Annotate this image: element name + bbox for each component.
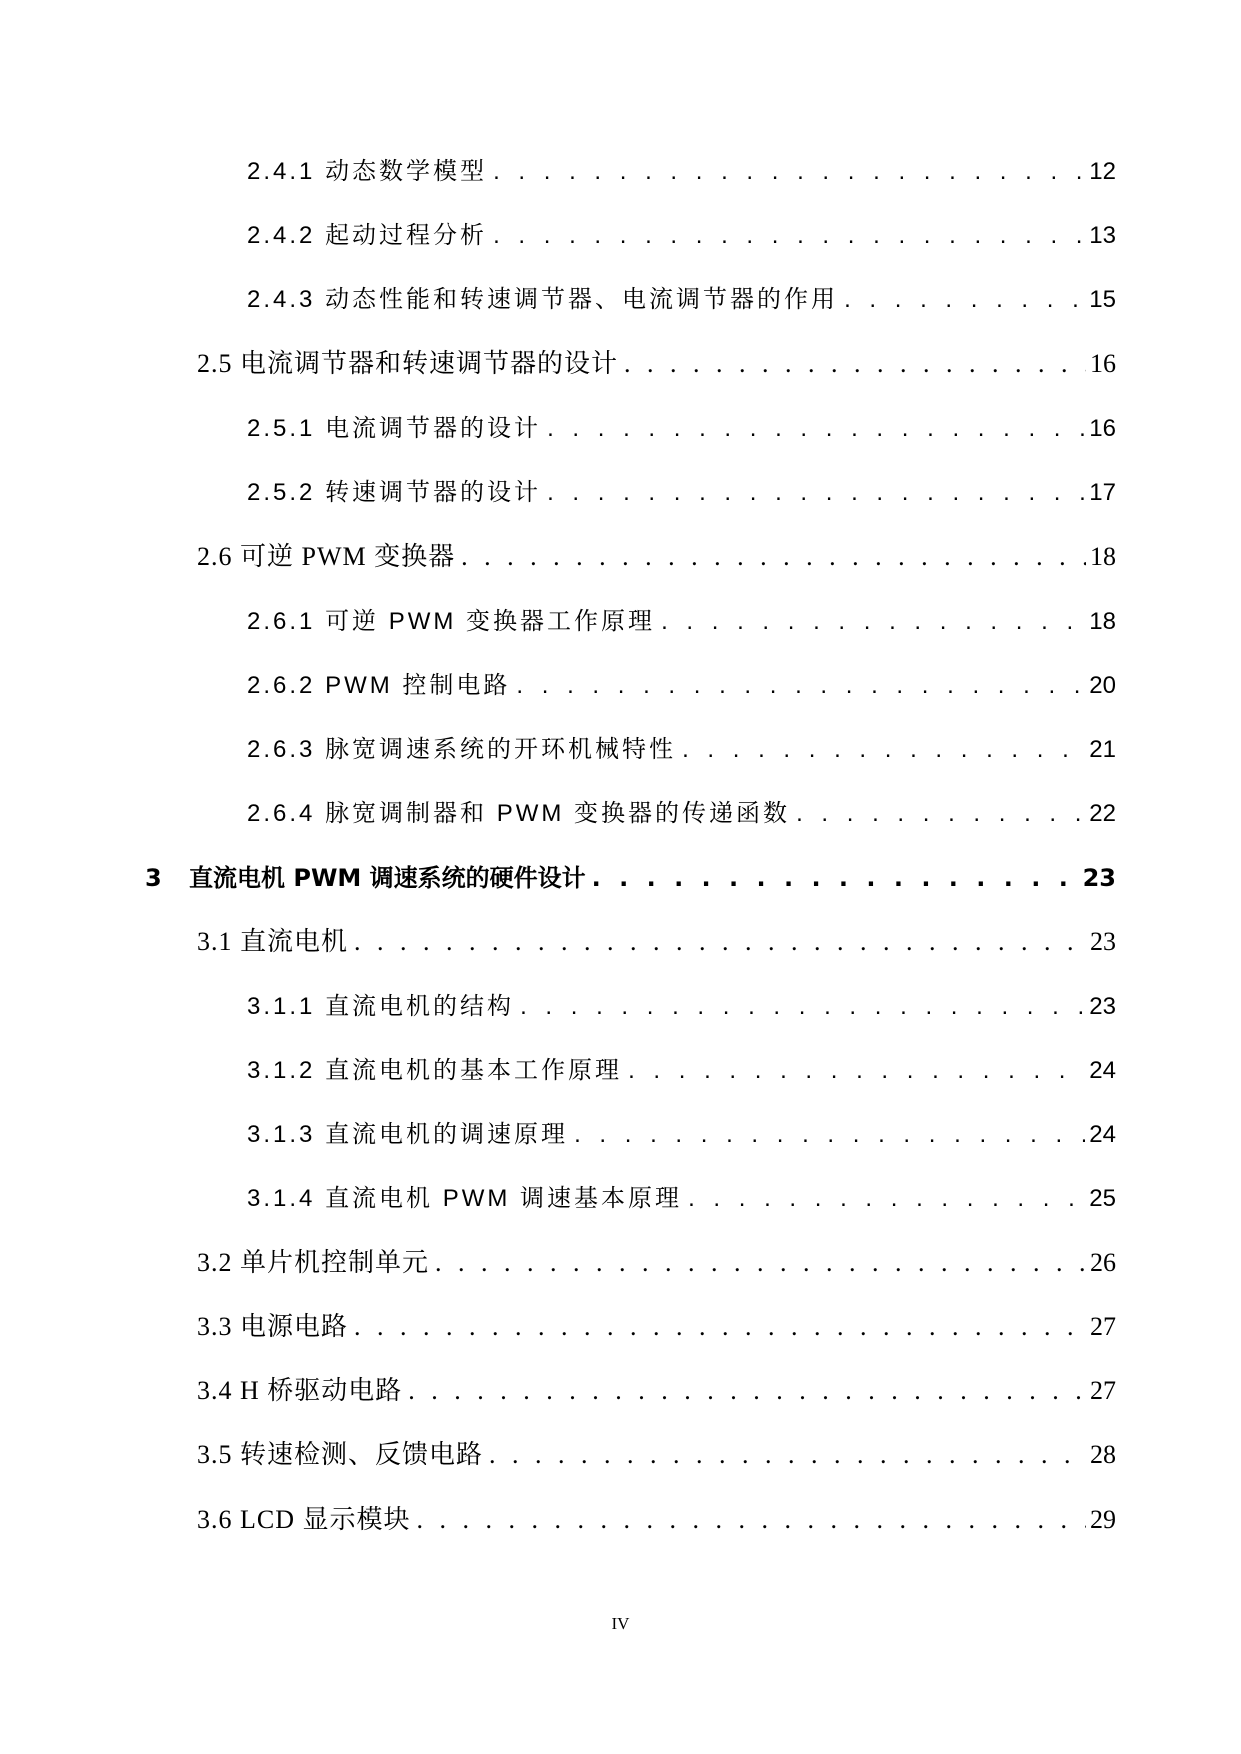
toc-entry-number: 2.4.1 <box>247 158 316 185</box>
toc-entry-title: 直流电机 PWM 调速系统的硬件设计 <box>189 864 586 892</box>
toc-entry-2-4-3[interactable] <box>247 268 1116 312</box>
toc-entry-number: 3 <box>145 864 162 892</box>
dot-leader <box>461 544 1086 570</box>
toc-entry-number: 2.6 <box>197 542 233 571</box>
toc-entry-page: 23 <box>1082 864 1116 892</box>
toc-entry-title: 可逆 PWM 变换器工作原理 <box>325 608 656 635</box>
toc-entry-title: 脉宽调制器和 PWM 变换器的传递函数 <box>325 800 791 827</box>
toc-entry-page: 24 <box>1089 1057 1116 1084</box>
dot-leader <box>354 929 1086 955</box>
toc-entry-number: 2.5.2 <box>247 479 316 506</box>
toc-entry-3-1-4[interactable] <box>247 1167 1116 1211</box>
toc-entry-page: 26 <box>1090 1248 1116 1277</box>
toc-entry-3-4[interactable] <box>197 1360 1116 1404</box>
dot-leader <box>408 1378 1086 1404</box>
toc-entry-number: 3.6 <box>197 1505 233 1534</box>
toc-entry-page: 16 <box>1089 415 1116 442</box>
toc-entry-2-4-1[interactable] <box>247 140 1116 184</box>
dot-leader <box>493 160 1085 184</box>
toc-entry-number: 3.1.4 <box>247 1185 316 1212</box>
toc-entry-3-6[interactable] <box>197 1489 1116 1533</box>
toc-entry-number: 3.1.3 <box>247 1121 316 1148</box>
dot-leader <box>628 1059 1085 1083</box>
toc-entry-title: 转速检测、反馈电路 <box>240 1440 484 1469</box>
toc-entry-3-1-1[interactable] <box>247 975 1116 1019</box>
toc-entry-title: 直流电机的调速原理 <box>325 1121 569 1148</box>
dot-leader <box>435 1250 1086 1276</box>
toc-entry-page: 18 <box>1090 542 1116 571</box>
toc-entry-number: 2.6.3 <box>247 736 316 763</box>
toc-chapter-3[interactable] <box>145 846 1116 890</box>
toc-entry-number: 2.6.2 <box>247 672 316 699</box>
toc-entry-title: 转速调节器的设计 <box>325 479 542 506</box>
toc-entry-number: 3.3 <box>197 1312 233 1341</box>
toc-entry-number: 2.5 <box>197 349 233 378</box>
toc-entry-number: 2.6.1 <box>247 608 316 635</box>
dot-leader <box>844 288 1085 312</box>
dot-leader <box>574 1123 1085 1147</box>
toc-entry-number: 2.4.3 <box>247 286 316 313</box>
dot-leader <box>547 417 1085 441</box>
toc-entry-2-6-3[interactable] <box>247 718 1116 762</box>
toc-entry-3-1-2[interactable] <box>247 1039 1116 1083</box>
toc-entry-page: 20 <box>1089 672 1116 699</box>
toc-entry-page: 27 <box>1090 1376 1116 1405</box>
dot-leader <box>493 224 1085 248</box>
toc-entry-page: 23 <box>1090 927 1116 956</box>
toc-entry-page: 15 <box>1089 286 1116 313</box>
toc-entry-title: LCD 显示模块 <box>240 1505 411 1534</box>
toc-entry-title: 起动过程分析 <box>325 222 488 249</box>
toc-entry-number: 3.4 <box>197 1376 233 1405</box>
toc-entry-page: 24 <box>1089 1121 1116 1148</box>
toc-entry-title: 电流调节器的设计 <box>325 415 542 442</box>
toc-entry-page: 18 <box>1089 608 1116 635</box>
toc-entry-page: 23 <box>1089 993 1116 1020</box>
toc-entry-title: 电源电路 <box>240 1312 349 1341</box>
toc-entry-2-5-1[interactable] <box>247 397 1116 441</box>
toc-entry-page: 28 <box>1090 1440 1116 1469</box>
toc-entry-title: PWM 控制电路 <box>325 672 511 699</box>
toc-entry-number: 3.1 <box>197 927 233 956</box>
toc-entry-number: 2.5.1 <box>247 415 316 442</box>
toc-entry-2-6[interactable] <box>197 526 1116 570</box>
toc-entry-title: 电流调节器和转速调节器的设计 <box>240 349 619 378</box>
toc-entry-title: 直流电机的结构 <box>325 993 515 1020</box>
toc-entry-3-5[interactable] <box>197 1424 1116 1468</box>
toc-entry-page: 22 <box>1089 800 1116 827</box>
dot-leader <box>354 1314 1086 1340</box>
toc-entry-title: 直流电机 <box>240 927 349 956</box>
toc-entry-page: 13 <box>1089 222 1116 249</box>
toc-entry-title: 脉宽调速系统的开环机械特性 <box>325 736 677 763</box>
toc-entry-page: 25 <box>1089 1185 1116 1212</box>
dot-leader <box>547 481 1085 505</box>
toc-entry-number: 2.4.2 <box>247 222 316 249</box>
page-number: IV <box>611 1614 630 1633</box>
toc-entry-2-6-4[interactable] <box>247 782 1116 826</box>
toc-entry-page: 21 <box>1089 736 1116 763</box>
toc-entry-3-2[interactable] <box>197 1232 1116 1276</box>
toc-entry-3-1-3[interactable] <box>247 1103 1116 1147</box>
dot-leader <box>520 995 1085 1019</box>
toc-entry-title: 直流电机 PWM 调速基本原理 <box>325 1185 683 1212</box>
toc-entry-page: 16 <box>1090 349 1116 378</box>
toc-entry-3-3[interactable] <box>197 1296 1116 1340</box>
toc-entry-page: 29 <box>1090 1505 1116 1534</box>
dot-leader <box>417 1507 1086 1533</box>
toc-entry-title: 单片机控制单元 <box>240 1248 430 1277</box>
toc-entry-number: 3.1.2 <box>247 1057 316 1084</box>
toc-entry-2-6-2[interactable] <box>247 654 1116 698</box>
toc-entry-title: 直流电机的基本工作原理 <box>325 1057 623 1084</box>
toc-entry-title: H 桥驱动电路 <box>240 1376 403 1405</box>
dot-leader <box>624 351 1086 377</box>
toc-entry-number: 3.2 <box>197 1248 233 1277</box>
toc-entry-title: 动态数学模型 <box>325 158 488 185</box>
dot-leader <box>489 1442 1086 1468</box>
toc-entry-number: 3.5 <box>197 1440 233 1469</box>
dot-leader <box>516 674 1085 698</box>
toc-entry-number: 3.1.1 <box>247 993 316 1020</box>
toc-entry-page: 27 <box>1090 1312 1116 1341</box>
toc-entry-number: 2.6.4 <box>247 800 316 827</box>
toc-entry-2-5[interactable] <box>197 333 1116 377</box>
dot-leader <box>796 802 1085 826</box>
toc-entry-2-5-2[interactable] <box>247 461 1116 505</box>
toc-entry-page: 17 <box>1089 479 1116 506</box>
dot-leader <box>592 866 1079 890</box>
dot-leader <box>688 1187 1085 1211</box>
toc-entry-2-6-1[interactable] <box>247 590 1116 634</box>
toc-entry-page: 12 <box>1089 158 1116 185</box>
toc-entry-title: 可逆 PWM 变换器 <box>240 542 456 571</box>
dot-leader <box>661 610 1085 634</box>
toc-entry-title: 动态性能和转速调节器、电流调节器的作用 <box>325 286 839 313</box>
dot-leader <box>682 738 1085 762</box>
toc-entry-3-1[interactable] <box>197 911 1116 955</box>
toc-entry-2-4-2[interactable] <box>247 204 1116 248</box>
